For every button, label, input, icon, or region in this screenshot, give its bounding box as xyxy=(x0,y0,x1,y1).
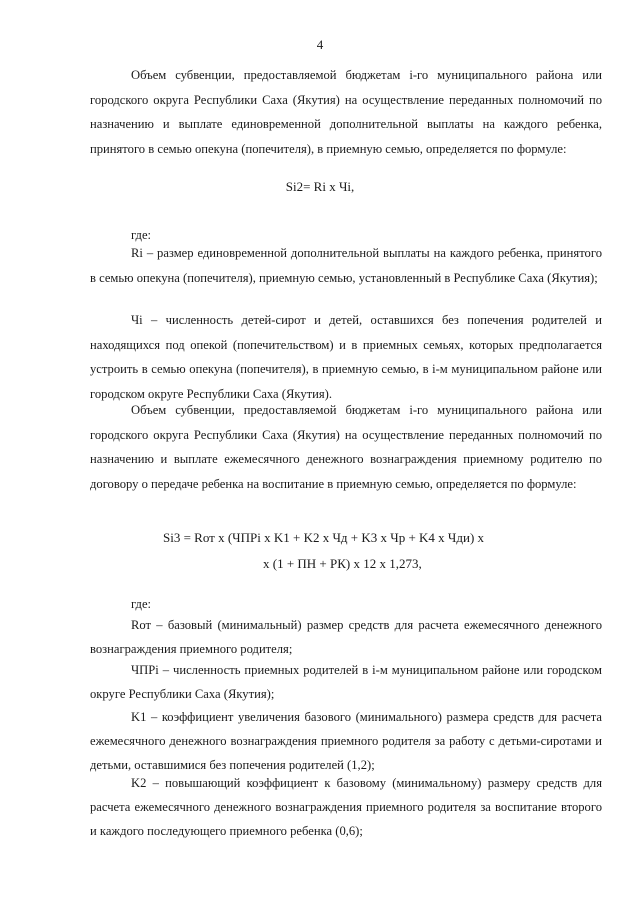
page-number: 4 xyxy=(316,37,324,52)
definition-k2: K2 – повышающий коэффициент к базовому (минимальному) размеру средств для расчета ежемесячного денежного вознаграждения приемного родителя за воспитание второго и каждого последующего приемного ребенка (0,6); xyxy=(90,776,602,838)
formula-si2: Si2= Ri x Чi, xyxy=(285,179,355,194)
definition-rot: Rот – базовый (минимальный) размер средств для расчета ежемесячного денежного вознаграждения приемного родителя; xyxy=(90,618,602,656)
paragraph-subvention-intro-2: Объем субвенции, предоставляемой бюджетам i-го муниципального района или городского округа Республики Саха (Якутия) на осуществление переданных полномочий по назначению и выплате ежемесячного денежного вознаграждения приемному родителю по договору о передаче ребенка на воспитание в приемную семью, определяется по формуле: xyxy=(90,403,602,491)
definition-ri: Ri – размер единовременной дополнительной выплаты на каждого ребенка, принятого в семью опекуна (попечителя), приемную семью, установленный в Республике Саха (Якутия); xyxy=(90,246,602,285)
definition-k1: K1 – коэффициент увеличения базового (минимального) размера средств для расчета ежемесячного денежного вознаграждения приемного родителя за работу с детьми-сиротами и детьми, оставшимися без попечения родителей (1,2); xyxy=(90,710,602,772)
where-label-1: где: xyxy=(131,228,152,242)
paragraph-subvention-intro-1: Объем субвенции, предоставляемой бюджетам i-го муниципального района или городского округа Республики Саха (Якутия) на осуществление переданных полномочий по назначению и выплате единовременной дополнительной выплаты на каждого ребенка, принятого в семью опекуна (попечителя), в приемную семью, определяется по формуле: xyxy=(90,68,602,156)
formula-si3-line-2: x (1 + ПН + РК) x 12 x 1,273, xyxy=(263,556,422,571)
formula-si3-line-1: Si3 = Rот x (ЧПРi x K1 + K2 x Чд + K3 x Чр + K4 x Чди) x xyxy=(163,530,485,545)
definition-chi: Чi – численность детей-сирот и детей, оставшихся без попечения родителей и находящихся под опекой (попечительством) и в приемных семьях, которых предполагается устроить в семью опекуна (попечителя), в приемную семью, в i-м муниципальном районе или городском округе Республики Саха (Якутия). xyxy=(90,313,602,401)
definition-chpri: ЧПРi – численность приемных родителей в i-м муниципальном районе или городском округе Республики Саха (Якутия); xyxy=(90,663,602,701)
where-label-2: где: xyxy=(131,597,152,611)
